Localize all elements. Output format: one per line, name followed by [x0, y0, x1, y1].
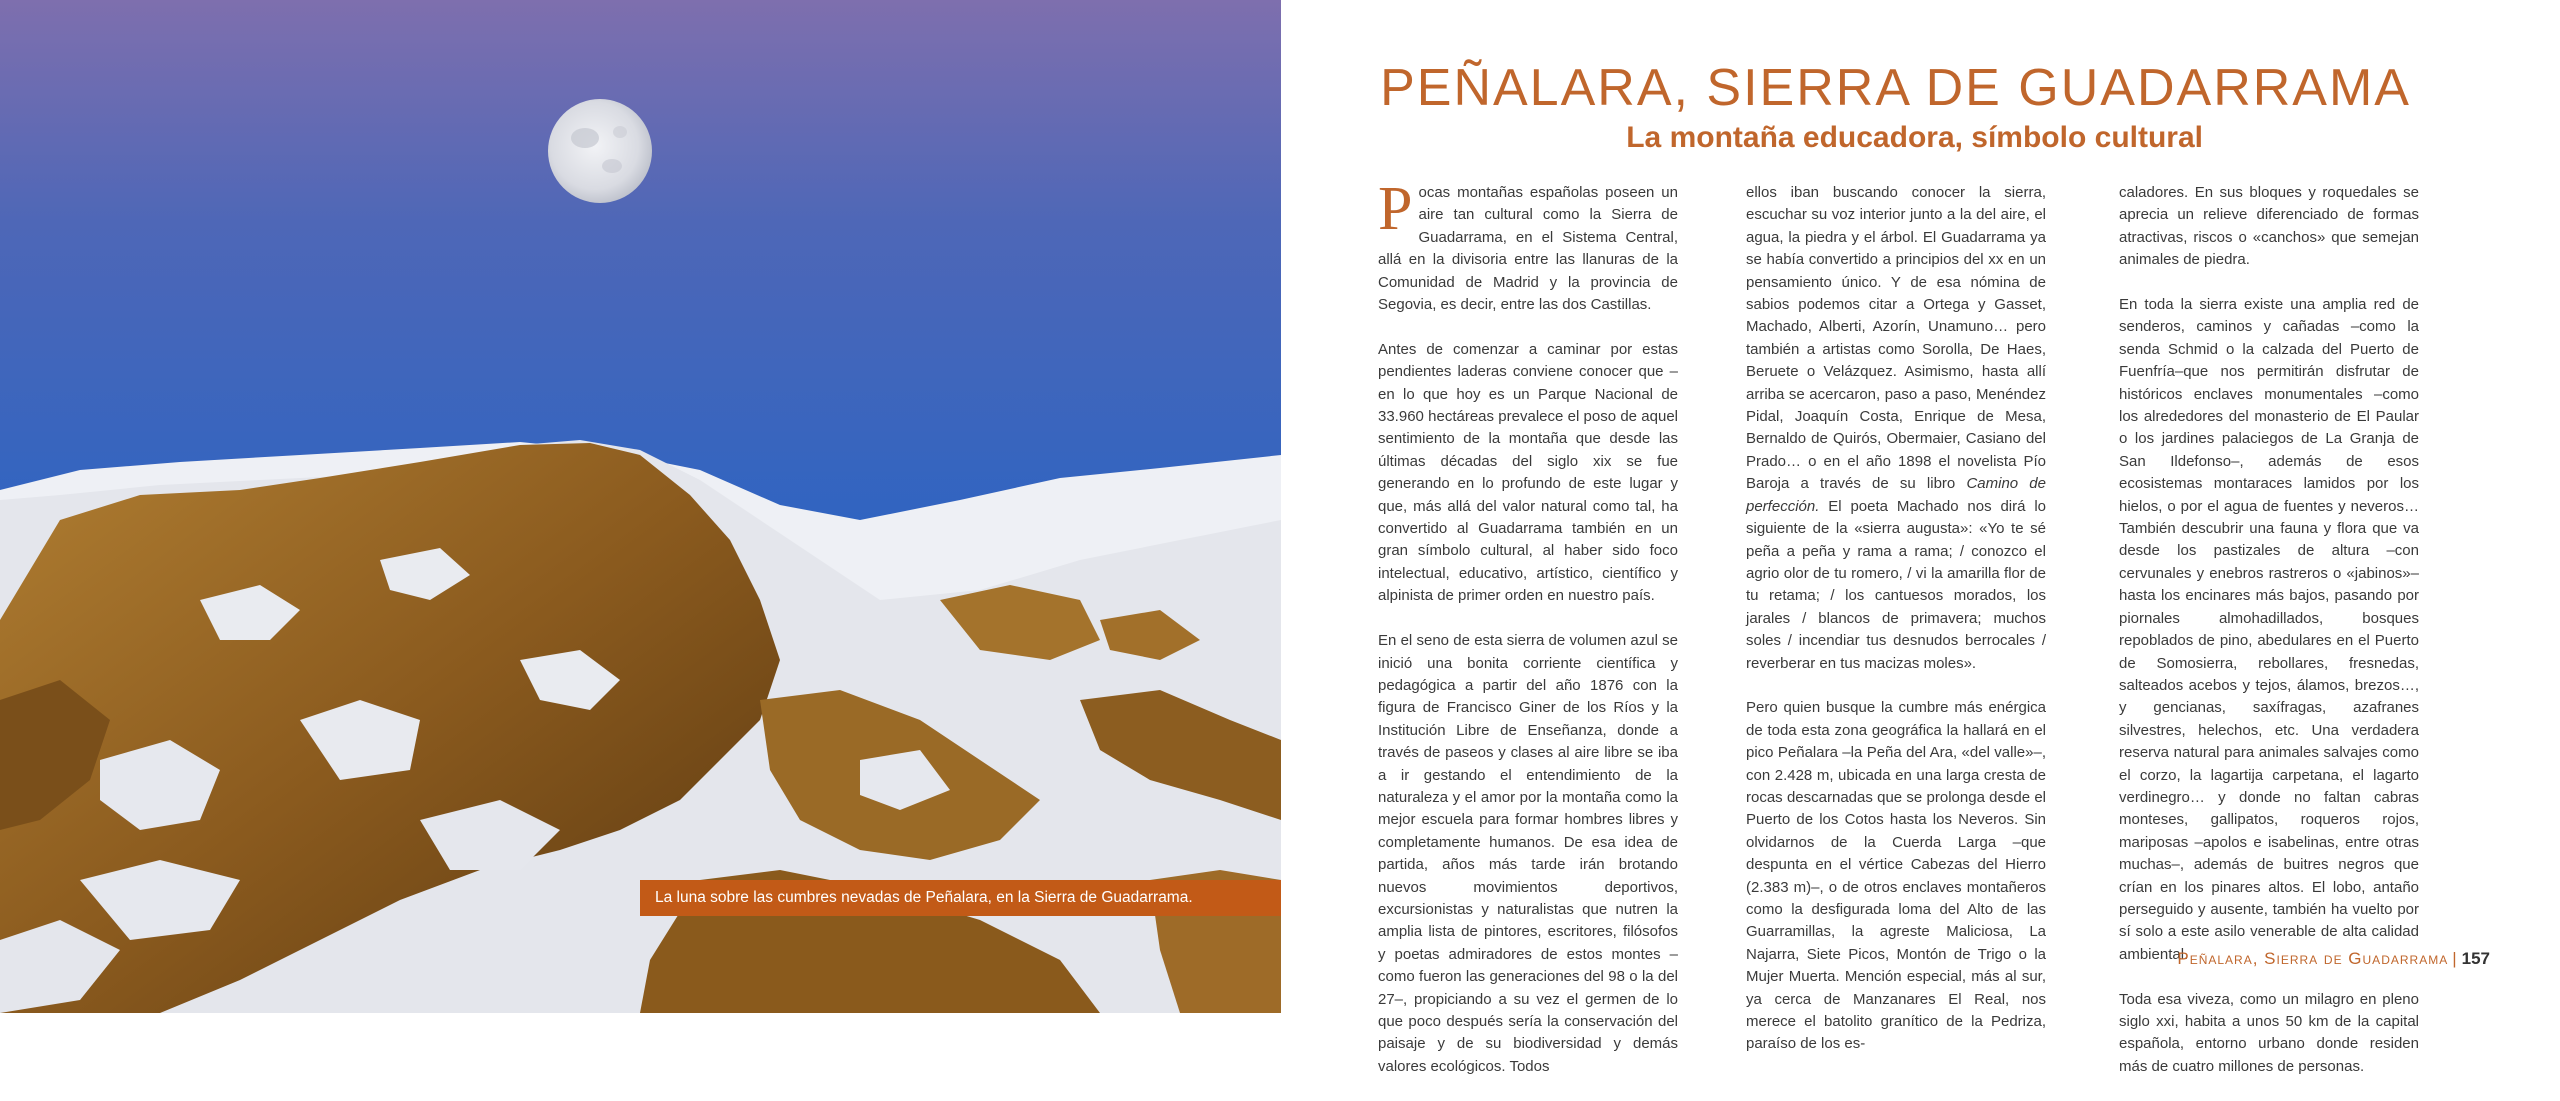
page-title-text: PEÑALARA, SIERRA DE GUADARRAMA: [1380, 59, 2411, 117]
page-number: 157: [2461, 949, 2490, 968]
running-head: Peñalara, Sierra de Guadarrama: [2177, 949, 2449, 968]
paragraph: En el seno de esta sierra de volumen azul se inició una bonita corriente científica y pedagógica a partir del año 1876 con la figura de Francisco Giner de los Ríos y la Institución Libre de Enseñanza, donde a través de paseos y clases al aire libre se iba a ir gestando el entendimiento de la naturaleza y el amor por la montaña como la mejor escuela para formar hombres libres y completamente humanos. De esa idea de partida, años más tarde irán brotando nuevos movimientos deportivos, excursionistas y naturalistas que nutren la amplia lista de pintores, escritores, filósofos y poetas admiradores de estos montes –como fueron las generaciones del 98 o la del 27–, propiciando a su vez el germen de lo que poco después sería la conservación del paisaje y de su biodiversidad y demás valores ecológicos. Todos: [1378, 632, 1678, 1075]
paragraph-text: ellos iban buscando conocer la sierra, escuchar su voz interior junto a la del aire, el agua, la piedra y el árbol. El Guadarrama ya se había convertido a principios del xx en un pensamiento único. Y de esa nómina de sabios podemos citar a Ortega y Gasset, Machado, Alberti, Azorín, Unamuno… pero también a artistas como Sorolla, De Haes, Beruete o Velázquez. Asimismo, hasta allí arriba se acercaron, paso a paso, Menéndez Pidal, Joaquín Costa, Enrique de Mesa, Bernaldo de Quirós, Obermaier, Casiano del Prado… o en el año 1898 el novelista Pío Baroja a través de su libro: [1746, 184, 2046, 493]
paragraph: [1378, 175, 1678, 316]
paragraph-text: El poeta Machado nos dirá lo siguiente de la «sierra augusta»: «Yo te sé peña a peña y rama a rama; / conozco el agrio olor de tu romero, / vi la amarilla flor de tu retama; / los cantuesos morados, los jarales / blancos de primavera; muchos soles / incendiar tus desnudos berrocales / reverberar en tus macizas moles».: [1746, 497, 2047, 672]
paragraph: [1746, 182, 2046, 675]
article-page: [1281, 0, 2560, 1075]
paragraph: Toda esa viveza, como un milagro en pleno siglo xxi, habita a unos 50 km de la capital española, entorno urbano donde residen más de cuatro millones de personas.: [2119, 990, 2419, 1075]
page-footer: [2177, 949, 2490, 969]
text-column-1: [1378, 175, 1678, 1101]
text-column-2: [1746, 182, 2046, 1078]
drop-cap: P: [1378, 175, 1413, 243]
moon-icon: [548, 99, 652, 203]
paragraph-text: ocas montañas españolas poseen un aire tan cultural como la Sierra de Guadarrama, en el Sistema Central, allá en la divisoria entre las llanuras de la Comunidad de Madrid y la provincia de Segovia, es decir, entre las dos Castillas.: [1378, 184, 1678, 314]
mountain-moon-photo: [0, 0, 1281, 1013]
paragraph: En toda la sierra existe una amplia red de senderos, caminos y cañadas –como la senda Schmid o la calzada del Puerto de Fuenfría–que nos permitirán disfrutar de históricos enclaves monumentales –como los alrededores del monasterio de El Paular o los jardines palaciegos de La Granja de San Ildefonso–, además de esos ecosistemas montaraces lamidos por los hielos, o por el agua de fuentes y neveros… También descubrir una fauna y flora que va desde los pastizales de altura –con cervunales y enebros rastreros o «jabinos»– hasta los encinares más bajos, pasando por piornales almohadillados, bosques repoblados de pino, abedulares en el Puerto de Somosierra, rebollares, fresnedas, salteados acebos y tejos, álamos, brezos…, y gencianas, saxífragas, azafranes silvestres, helechos, etc. Una verdadera reserva natural para animales salvajes como el corzo, la lagartija carpetana, el lagarto verdinegro… y donde no faltan cabras monteses, gallipatos, roqueros rojos, mariposas –apolos e isabelinas, entre otras muchas–, además de buitres negros que crían en los pinares altos. El lobo, antaño perseguido y ausente, también ha vuelto por sí solo a este asilo venerable de alta calidad ambiental.: [2119, 296, 2419, 963]
page-subtitle: La montaña educadora, símbolo cultural: [1626, 121, 2203, 154]
page-title: [1281, 58, 2411, 118]
photo-caption: La luna sobre las cumbres nevadas de Peñalara, en la Sierra de Guadarrama.: [640, 880, 1281, 916]
book-title: Camino de perfección.: [1746, 475, 2046, 515]
footer-separator: |: [2452, 949, 2458, 968]
paragraph: Pero quien busque la cumbre más enérgica de toda esta zona geográfica la hallará en el pico Peñalara –la Peña del Ara, «del valle»–, con 2.428 m, ubicada en una larga cresta de rocas descarnadas que se prolonga desde el Puerto de los Cotos hasta los Neveros. Sin olvidarnos de la Cuerda Larga –que despunta en el vértice Cabezas del Hierro (2.383 m)–, o de otros enclaves montañeros como la desfigurada loma del Alto de las Guarramillas, la agreste Maliciosa, La Najarra, Siete Picos, Montón de Trigo o la Mujer Muerta. Mención especial, más al sur, ya cerca de Manzanares El Real, nos merece el batolito granítico de la Pedriza, paraíso de los es-: [1746, 699, 2046, 1053]
paragraph: Antes de comenzar a caminar por estas pendientes laderas conviene conocer que –en lo que hoy es un Parque Nacional de 33.960 hectáreas prevalece el poso de aquel sentimiento de la montaña que desde las últimas décadas del siglo xix se fue generando en lo profundo de este lugar y que, más allá del valor natural como tal, ha convertido al Guadarrama también en un gran símbolo cultural, al haber sido foco intelectual, educativo, artístico, científico y alpinista de primer orden en nuestro país.: [1378, 340, 1678, 605]
paragraph: caladores. En sus bloques y roquedales se aprecia un relieve diferenciado de formas atractivas, riscos o «canchos» que semejan animales de piedra.: [2119, 184, 2419, 269]
